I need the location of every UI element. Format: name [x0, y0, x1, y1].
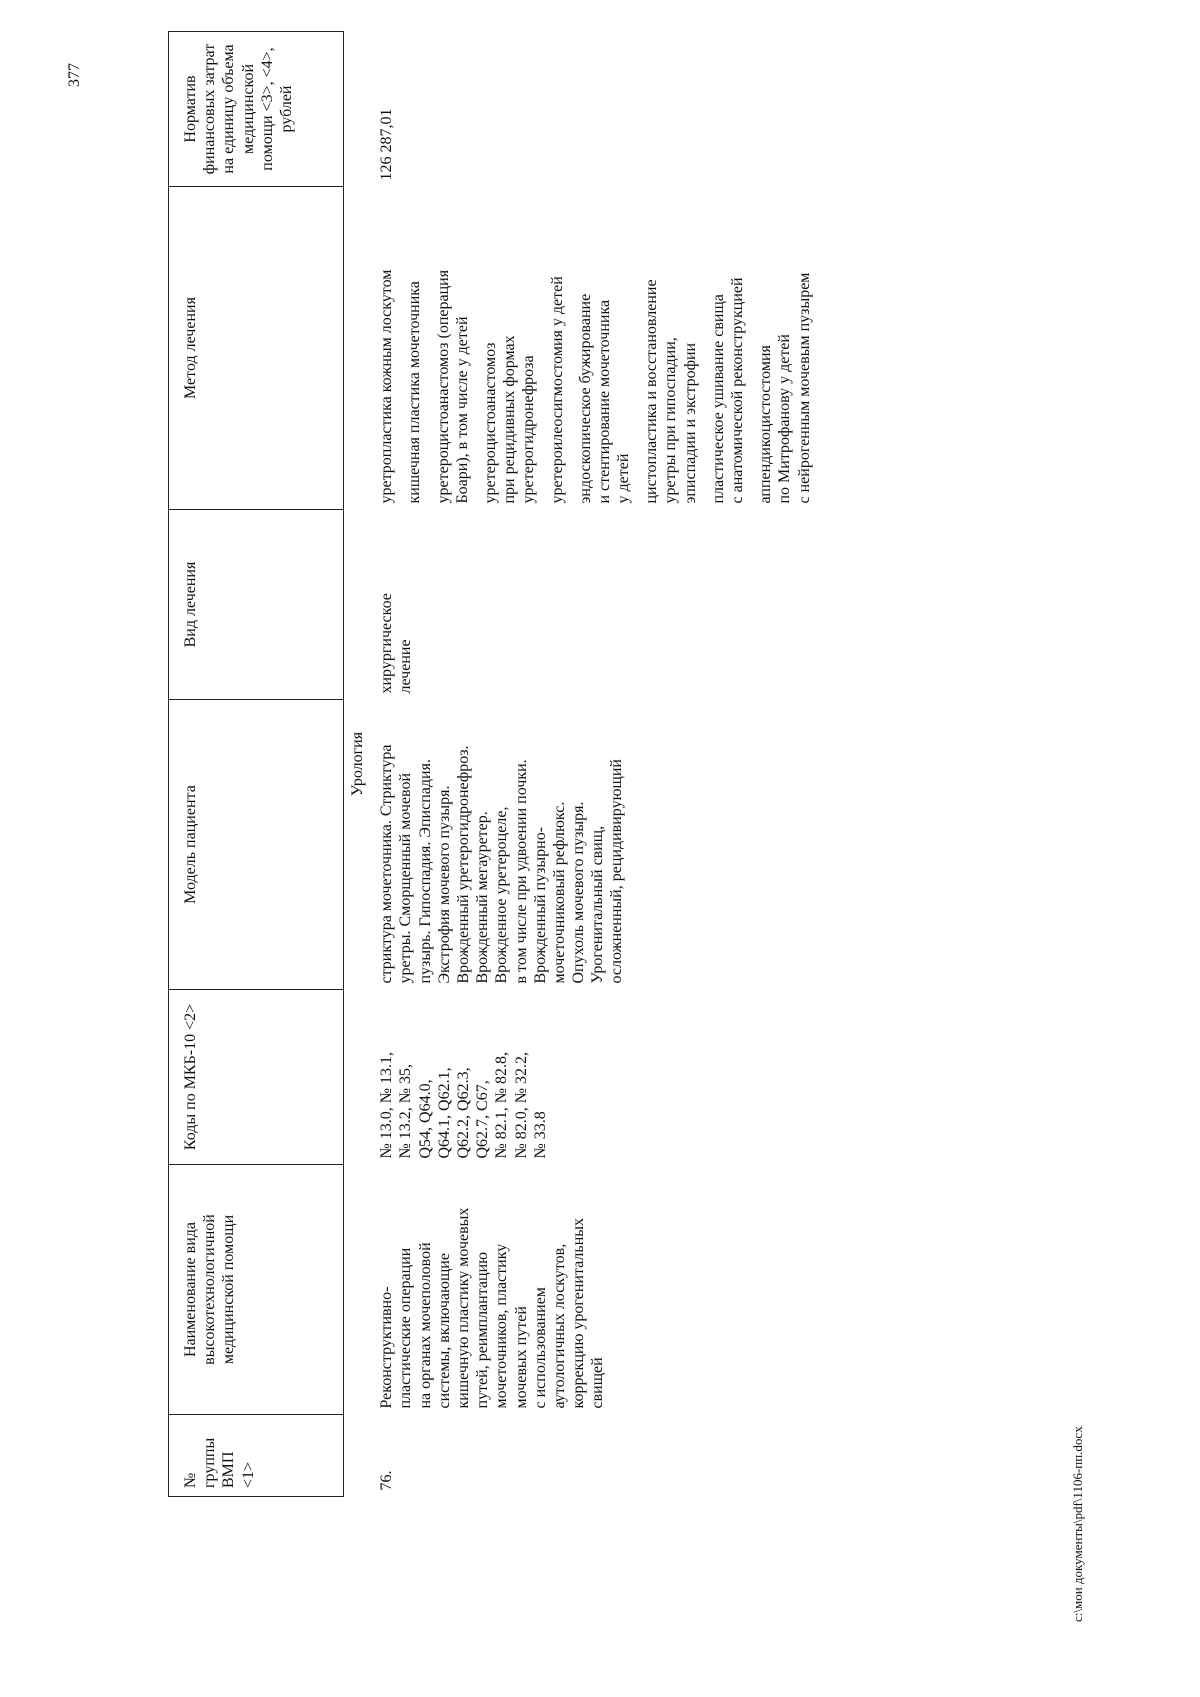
- vmp-table: [168, 31, 825, 1497]
- method-item: аппендикоцистостомия по Митрофанову у детей с нейрогенным мочевым пузырем: [757, 272, 813, 504]
- row-number: 76.: [378, 1470, 396, 1491]
- row-codes: № 13.0, № 13.1, № 13.2, № 35, Q54, Q64.0, Q64.1, Q62.1, Q62.2, Q62.3, Q62.7, C67, № 82.1, № 82.8, № 82.0, № 32.2, № 33.8: [378, 1051, 549, 1159]
- header-codes: Коды по МКБ-10 <2>: [169, 990, 344, 1165]
- page-number: 377: [66, 63, 83, 87]
- method-item: уретероилеосигмостомия у детей: [548, 276, 566, 504]
- header-treatment-type: Вид лечения: [169, 510, 344, 700]
- method-item: цистопластика и восстановление уретры при гипоспадии, эписпадии и экстрофии: [643, 279, 699, 504]
- row-methods: [375, 187, 825, 510]
- method-item: уретропластика кожным лоскутом: [378, 269, 396, 504]
- row-model: стриктура мочеточника. Стриктура уретры. Сморщенный мочевой пузырь. Гипоспадия. Эписпадия. Экстрофия мочевого пузыря. Врожденный уретерогидронефроз. Врожденный мегауретер. Врожденное уретероцеле, в том числе при удвоении почки. Врожденный пузырно- мочеточниковый рефлюкс. Опухоль мочевого пузыря. Урогенитальный свищ, осложненный, рецидивирующий: [378, 744, 626, 984]
- method-item: пластическое ушивание свища с анатомической реконструкцией: [709, 277, 746, 504]
- footer-file-path: c:\мои документы\pdf\1106-пп.docx: [1070, 1426, 1085, 1622]
- method-item: уретероцистоанастомоз при рецидивных формах уретерогидронефроза: [481, 335, 538, 504]
- row-name: Реконструктивно- пластические операции на органах мочеполовой системы, включающие кишечную пластику мочевых путей, реимплантацию мочеточников, пластику мочевых путей с использованием аутологичных лоскутов, коррекцию урогенитальных свищей: [378, 1207, 607, 1409]
- method-item: уретероцистоанастомоз (операция Боари), в том числе у детей: [434, 269, 471, 504]
- method-item: кишечная пластика мочеточника: [406, 281, 424, 504]
- row-cost: 126 287,01: [378, 108, 396, 181]
- header-name: Наименование вида высокотехнологичной медицинской помощи: [169, 1165, 344, 1415]
- section-row: [344, 32, 376, 1497]
- table-header-row: [169, 32, 344, 1497]
- header-cost: Норматив финансовых затрат на единицу объема медицинской помощи <3>, <4>, рублей: [169, 32, 344, 187]
- table-row: [375, 32, 825, 1497]
- section-title: Урология: [349, 731, 366, 797]
- method-item: эндоскопическое бужирование и стентирование мочеточника у детей: [576, 293, 633, 504]
- header-method: Метод лечения: [169, 187, 344, 510]
- header-group: № группы ВМП <1>: [169, 1415, 344, 1497]
- row-treatment-type: хирургическое лечение: [378, 593, 415, 694]
- header-model: Модель пациента: [169, 700, 344, 990]
